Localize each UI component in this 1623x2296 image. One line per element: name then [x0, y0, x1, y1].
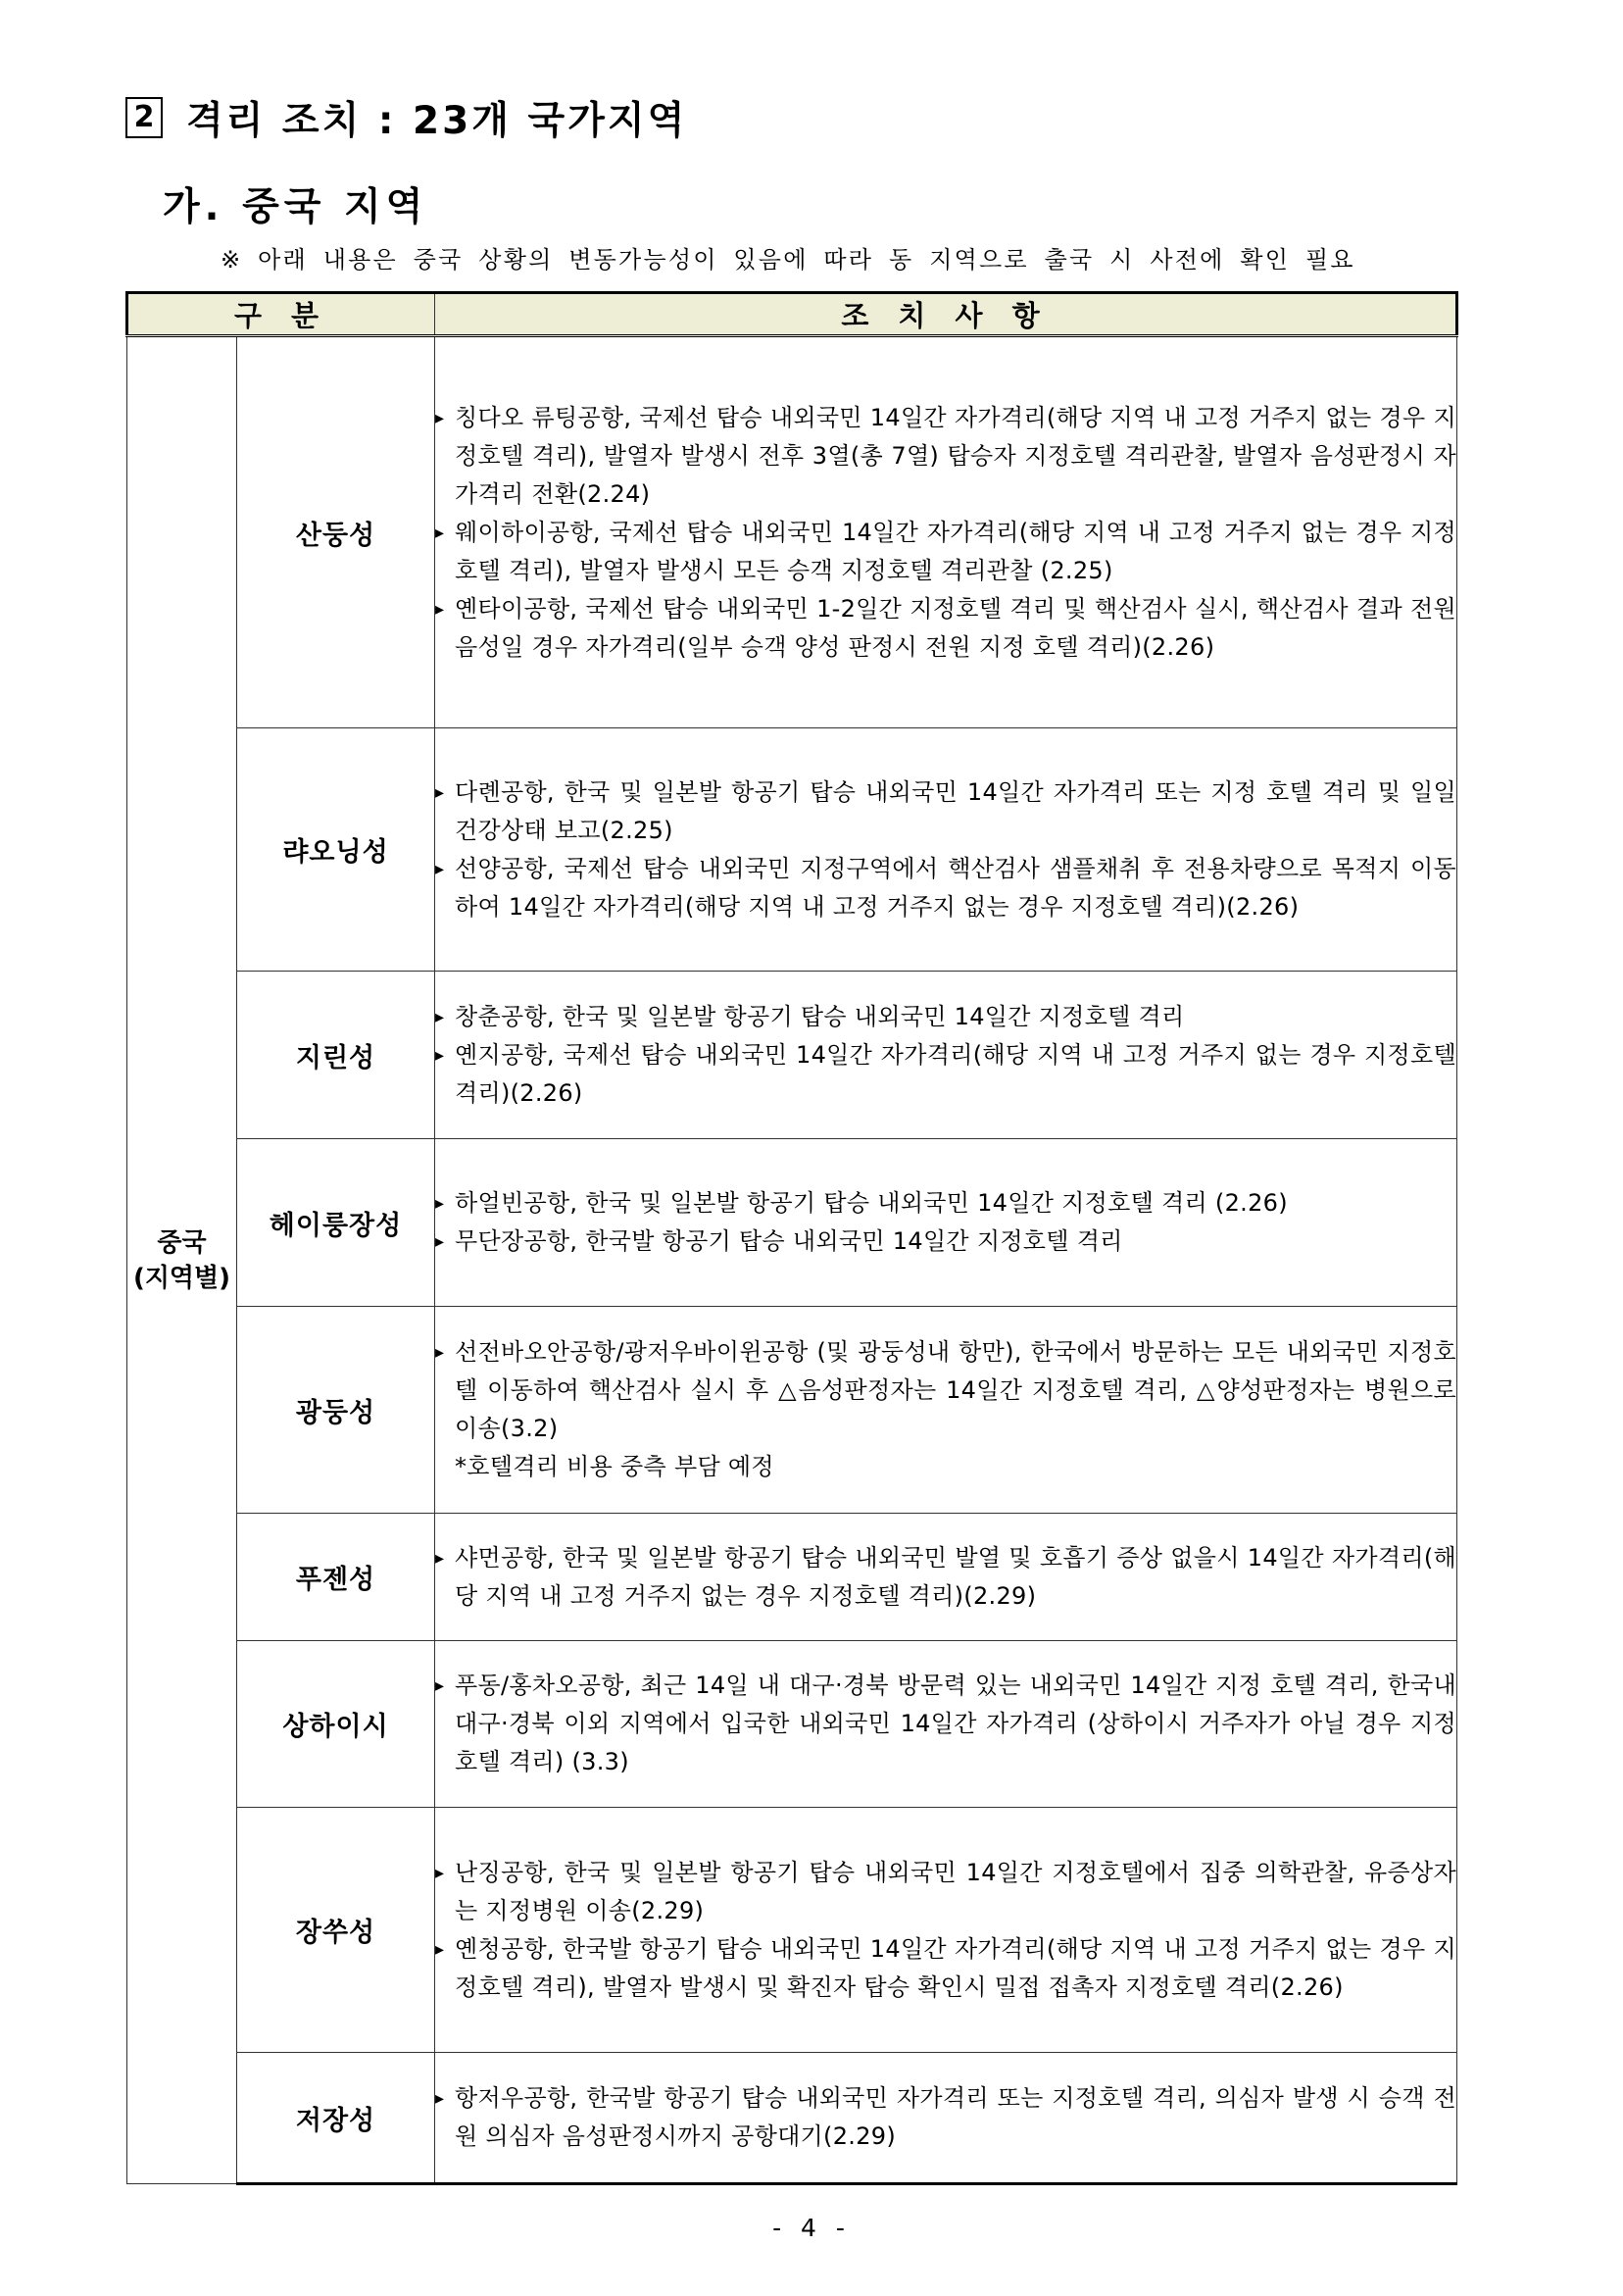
- header-category: 구 분: [127, 293, 435, 336]
- section-title: [125, 90, 687, 145]
- province-cell: 산둥성: [237, 336, 435, 728]
- province-cell: 장쑤성: [237, 1808, 435, 2053]
- measure-item: ▸ 칭다오 류팅공항, 국제선 탑승 내외국민 14일간 자가격리(해당 지역 내 고정 거주지 없는 경우 지정호텔 격리), 발열자 발생시 전후 3열(총 7열) 탑승자 지정호텔 격리관찰, 발열자 음성판정시 자가격리 전환(2.24): [435, 399, 1456, 514]
- section-title-text: 격리 조치 : 23개 국가지역: [186, 99, 688, 143]
- measure-item: ▸ 무단장공항, 한국발 항공기 탑승 내외국민 14일간 지정호텔 격리: [435, 1223, 1456, 1261]
- province-cell: 푸젠성: [237, 1514, 435, 1641]
- measure-item: ▸ 난징공항, 한국 및 일본발 항공기 탑승 내외국민 14일간 지정호텔에서 집중 의학관찰, 유증상자는 지정병원 이송(2.29): [435, 1854, 1456, 1930]
- measure-item: ▸ 선양공항, 국제선 탑승 내외국민 지정구역에서 핵산검사 샘플채취 후 전용차량으로 목적지 이동하여 14일간 자가격리(해당 지역 내 고정 거주지 없는 경우 지정호텔 격리)(2.26): [435, 850, 1456, 926]
- measures-cell: [435, 1139, 1457, 1307]
- province-cell: 저장성: [237, 2053, 435, 2184]
- measures-list: [435, 1667, 1456, 1781]
- measures-list: [435, 399, 1456, 667]
- measures-list: [435, 1184, 1456, 1261]
- measure-item: ▸ 옌청공항, 한국발 항공기 탑승 내외국민 14일간 자가격리(해당 지역 내 고정 거주지 없는 경우 지정호텔 격리), 발열자 발생시 및 확진자 탑승 확인시 밀접 접촉자 지정호텔 격리(2.26): [435, 1930, 1456, 2007]
- note-text: ※ 아래 내용은 중국 상황의 변동가능성이 있음에 따라 동 지역으로 출국 시 사전에 확인 필요: [221, 246, 1355, 274]
- measure-item: ▸ 웨이하이공항, 국제선 탑승 내외국민 14일간 자가격리(해당 지역 내 고정 거주지 없는 경우 지정호텔 격리), 발열자 발생시 모든 승객 지정호텔 격리관찰 (2.25): [435, 514, 1456, 590]
- page-number: - 4 -: [772, 2214, 851, 2242]
- measure-item: ▸ 옌타이공항, 국제선 탑승 내외국민 1-2일간 지정호텔 격리 및 핵산검사 실시, 핵산검사 결과 전원 음성일 경우 자가격리(일부 승객 양성 판정시 전원 지정 호텔 격리)(2.26): [435, 590, 1456, 667]
- table-row: [127, 1139, 1457, 1307]
- table-row: [127, 336, 1457, 728]
- measures-list: [435, 1854, 1456, 2007]
- country-label: 중국: [157, 1227, 207, 1258]
- measure-footnote: *호텔격리 비용 중측 부담 예정: [455, 1453, 774, 1480]
- measure-item: ▸ 다롄공항, 한국 및 일본발 항공기 탑승 내외국민 14일간 자가격리 또는 지정 호텔 격리 및 일일 건강상태 보고(2.25): [435, 774, 1456, 850]
- quarantine-table: [125, 291, 1458, 2185]
- province-cell: 상하이시: [237, 1641, 435, 1808]
- measure-item: ▸ 옌지공항, 국제선 탑승 내외국민 14일간 자가격리(해당 지역 내 고정 거주지 없는 경우 지정호텔 격리)(2.26): [435, 1036, 1456, 1113]
- measure-item: ▸ 선전바오안공항/광저우바이윈공항 (및 광둥성내 항만), 한국에서 방문하는 모든 내외국민 지정호텔 이동하여 핵산검사 실시 후 △음성판정자는 14일간 지정호텔 격리, △양성판정자는 병원으로 이송(3.2): [435, 1333, 1456, 1448]
- measure-item: ▸ 푸동/홍차오공항, 최근 14일 내 대구·경북 방문력 있는 내외국민 14일간 지정 호텔 격리, 한국내 대구·경북 이외 지역에서 입국한 내외국민 14일간 자가격리 (상하이시 거주자가 아닐 경우 지정호텔 격리) (3.3): [435, 1667, 1456, 1781]
- table-row: [127, 2053, 1457, 2184]
- measure-item: ▸ 창춘공항, 한국 및 일본발 항공기 탑승 내외국민 14일간 지정호텔 격리: [435, 998, 1456, 1036]
- measure-item: ▸ 항저우공항, 한국발 항공기 탑승 내외국민 자가격리 또는 지정호텔 격리, 의심자 발생 시 승객 전원 의심자 음성판정시까지 공항대기(2.29): [435, 2079, 1456, 2156]
- province-cell: 지린성: [237, 972, 435, 1139]
- table-row: [127, 972, 1457, 1139]
- measures-cell: [435, 1307, 1457, 1514]
- header-measures: 조 치 사 항: [435, 293, 1457, 336]
- subsection-title: 가. 중국 지역: [163, 185, 428, 229]
- table-header-row: [127, 293, 1457, 336]
- measures-cell: [435, 728, 1457, 972]
- table-row: [127, 1307, 1457, 1514]
- table-row: [127, 1514, 1457, 1641]
- measures-list: [435, 1333, 1456, 1486]
- section-number-box: 2: [125, 97, 163, 138]
- measure-item: ▸ 하얼빈공항, 한국 및 일본발 항공기 탑승 내외국민 14일간 지정호텔 격리 (2.26): [435, 1184, 1456, 1223]
- measures-list: [435, 774, 1456, 926]
- table-row: [127, 1808, 1457, 2053]
- country-label: (지역별): [132, 1263, 231, 1293]
- province-cell: 헤이룽장성: [237, 1139, 435, 1307]
- measures-cell: [435, 1514, 1457, 1641]
- measures-cell: [435, 972, 1457, 1139]
- table-body: [127, 336, 1457, 2184]
- measures-cell: [435, 336, 1457, 728]
- province-cell: 광둥성: [237, 1307, 435, 1514]
- measures-list: [435, 2079, 1456, 2156]
- measures-cell: [435, 2053, 1457, 2184]
- measures-list: [435, 998, 1456, 1113]
- measures-list: [435, 1539, 1456, 1616]
- measure-item: ▸ 샤먼공항, 한국 및 일본발 항공기 탑승 내외국민 발열 및 호흡기 증상 없을시 14일간 자가격리(해당 지역 내 고정 거주지 없는 경우 지정호텔 격리)(2.29): [435, 1539, 1456, 1616]
- country-cell: [127, 336, 237, 2184]
- table-row: [127, 1641, 1457, 1808]
- table-row: [127, 728, 1457, 972]
- measures-cell: [435, 1808, 1457, 2053]
- province-cell: 랴오닝성: [237, 728, 435, 972]
- measures-cell: [435, 1641, 1457, 1808]
